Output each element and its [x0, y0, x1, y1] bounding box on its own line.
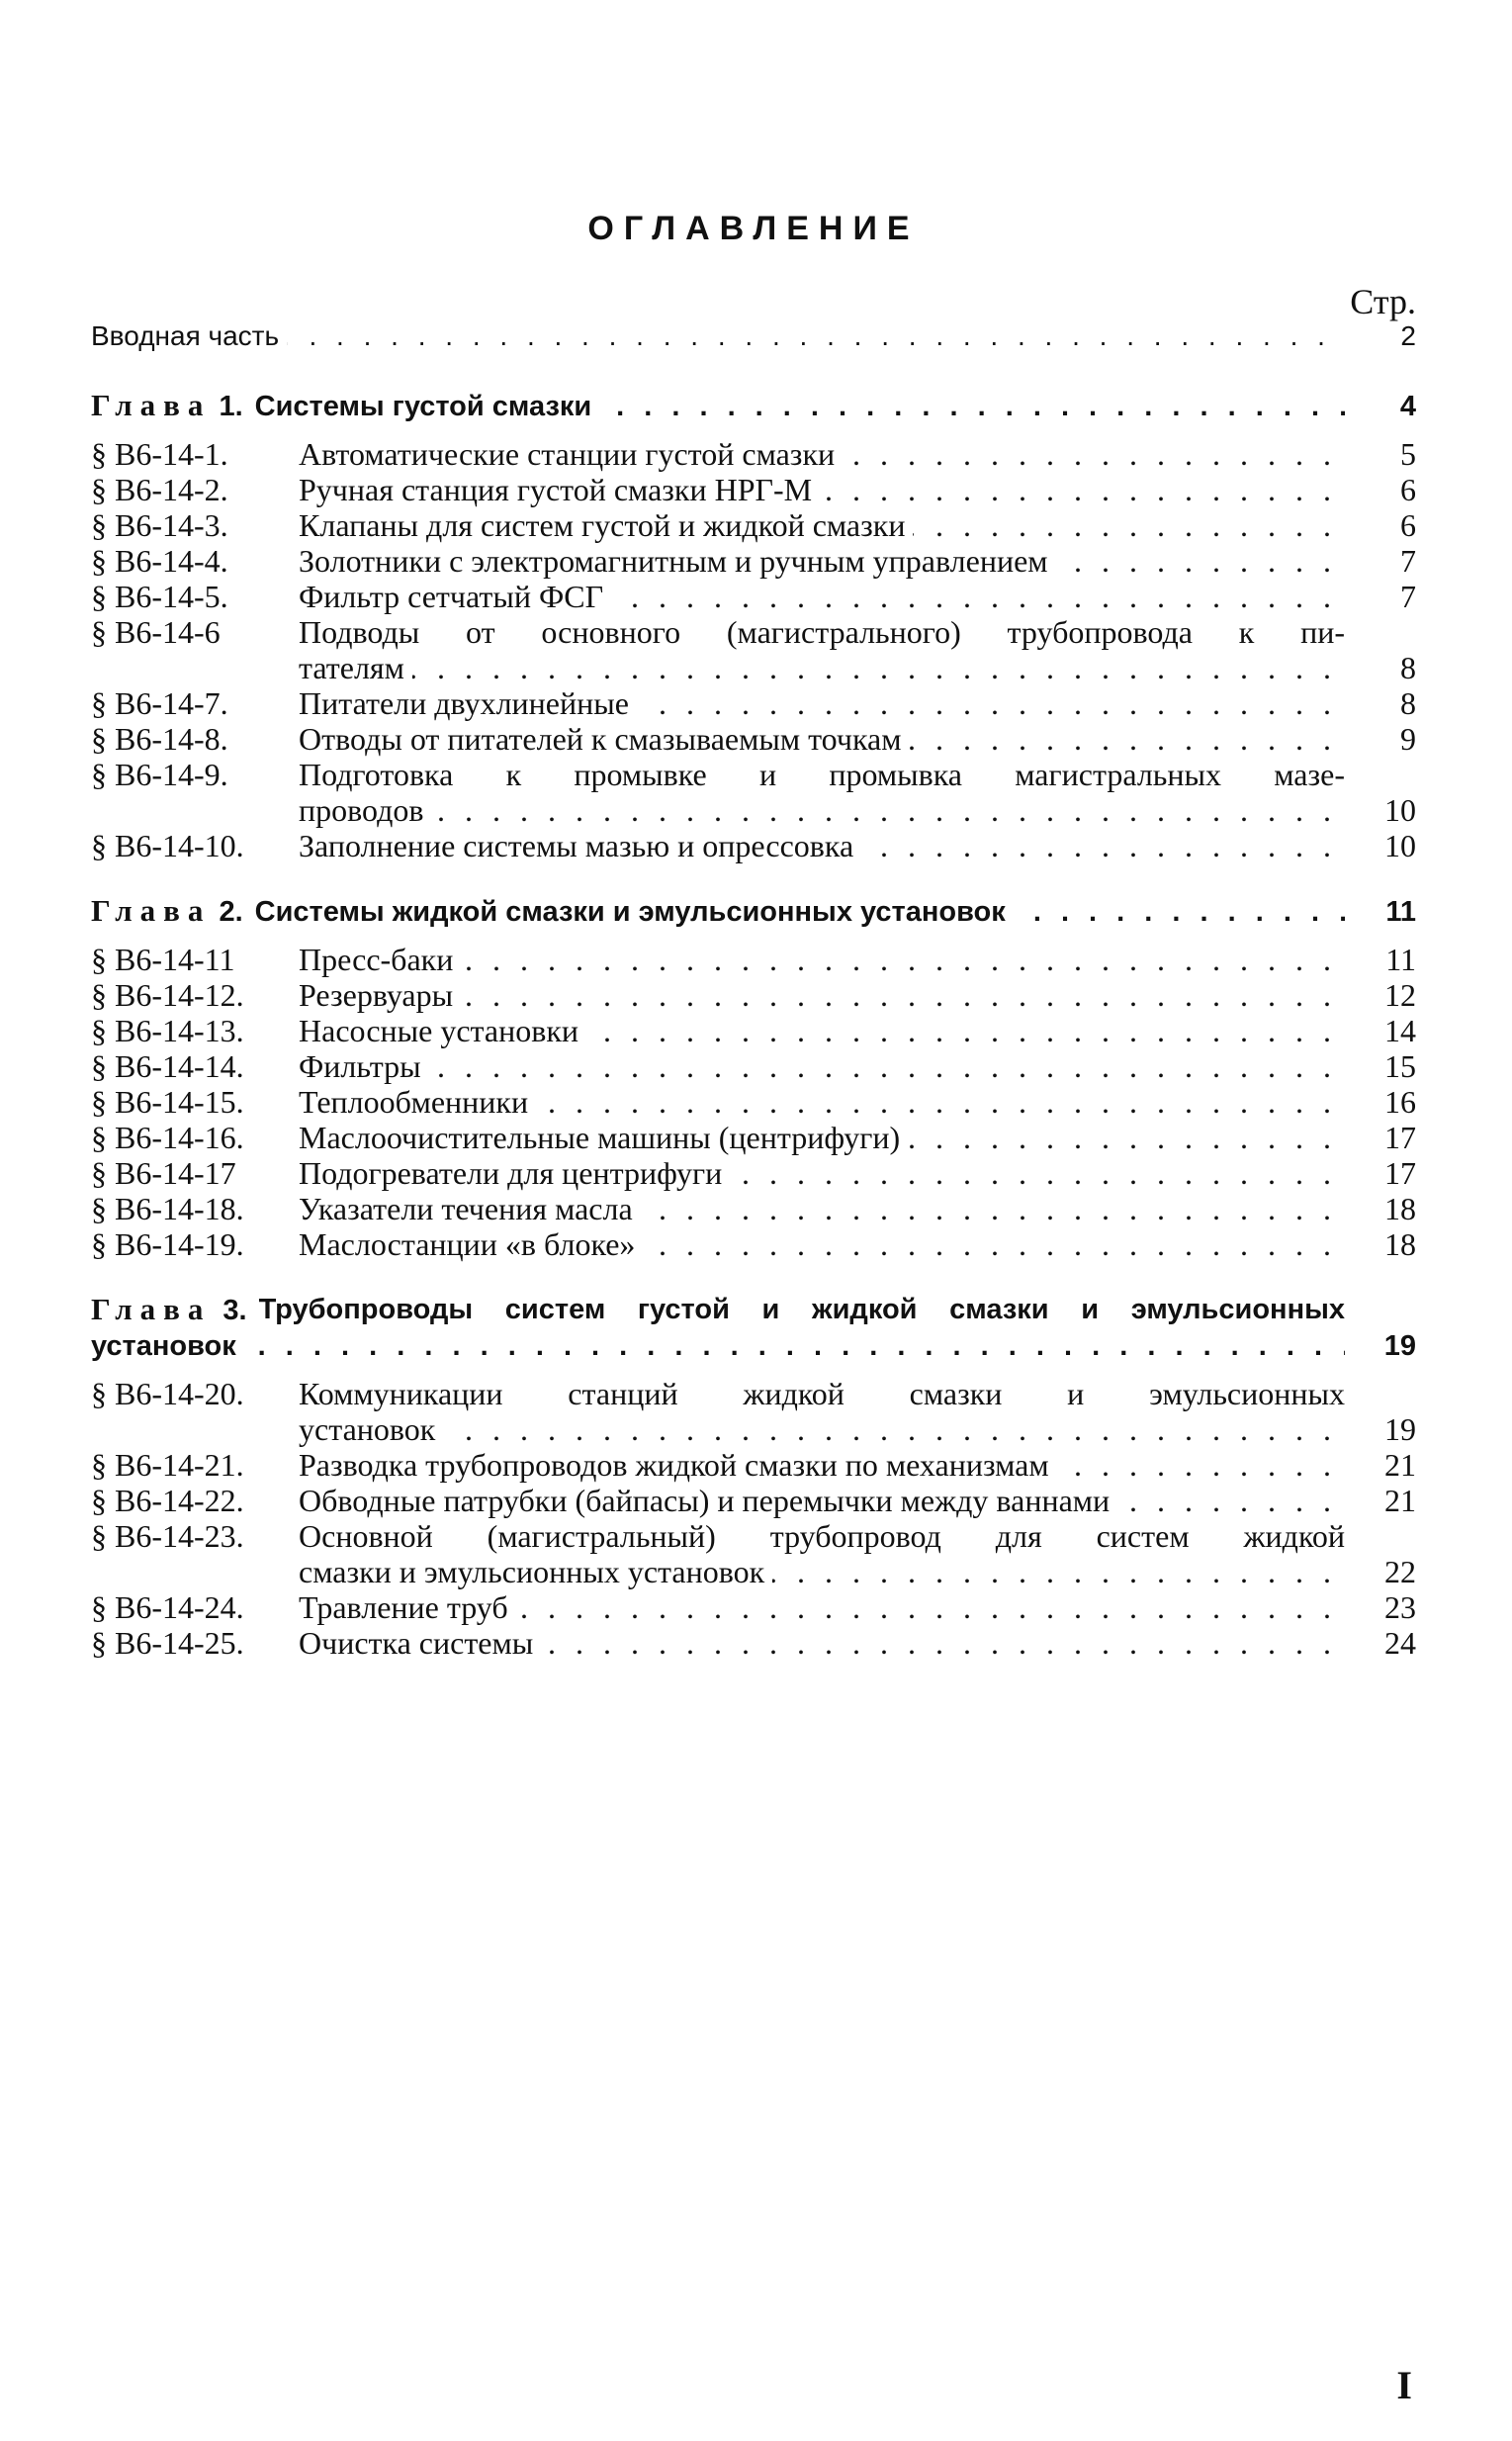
section-number: § В6-14-23. — [91, 1518, 244, 1554]
chapter-number: 2. — [219, 896, 243, 928]
entry-title: Маслоочистительные машины (центрифуги) — [299, 1120, 908, 1155]
entry-page: 8 — [1400, 650, 1416, 685]
entry-page: 19 — [1383, 1330, 1416, 1362]
chapter-title-line: Трубопроводы систем густой и жидкой смазки и эмульсионных — [258, 1294, 1345, 1325]
entry-title: Теплообменники — [299, 1084, 536, 1120]
page-column-label: Стр. — [1350, 282, 1416, 321]
section-number: § В6-14-5. — [91, 579, 228, 614]
entry-title: Пресс-баки — [299, 942, 461, 977]
entry-title: Ручная станция густой смазки НРГ-М — [299, 472, 820, 507]
entry-title: Автоматические станции густой смазки — [299, 436, 843, 472]
toc-entry[interactable] — [91, 1447, 1416, 1483]
chapter-title: Системы жидкой смазки и эмульсионных установок — [255, 896, 1014, 928]
toc-entry[interactable] — [91, 1120, 1416, 1155]
toc-entry-intro[interactable] — [91, 318, 1416, 354]
entry-title-line: тателям — [299, 650, 412, 685]
chapter-title-line: установок — [91, 1330, 244, 1362]
entry-page: 5 — [1400, 436, 1416, 472]
page-folio: I — [1396, 2363, 1412, 2407]
section-number: § В6-14-11 — [91, 942, 235, 977]
section-number: § В6-14-2. — [91, 472, 228, 507]
entry-title-line: проводов — [299, 792, 431, 828]
entry-page: 22 — [1384, 1554, 1416, 1589]
entry-page: 10 — [1384, 792, 1416, 828]
entry-page: 10 — [1384, 828, 1416, 863]
toc-entry[interactable] — [91, 942, 1416, 977]
toc-entry[interactable] — [91, 1191, 1416, 1226]
toc-entry[interactable] — [91, 828, 1416, 863]
entry-title-line: Подводы от основного (магистрального) трубопровода к пи- — [299, 614, 1345, 650]
toc-entry[interactable] — [91, 1155, 1416, 1191]
toc-entry[interactable] — [91, 977, 1416, 1013]
entry-page: 14 — [1384, 1013, 1416, 1048]
toc-entry[interactable] — [91, 1589, 1416, 1625]
entry-title: Вводная часть — [91, 320, 287, 351]
section-number: § В6-14-20. — [91, 1376, 244, 1411]
toc-entry[interactable] — [91, 685, 1416, 721]
entry-page: 6 — [1400, 472, 1416, 507]
toc-entry[interactable] — [91, 543, 1416, 579]
section-number: § В6-14-17 — [91, 1155, 236, 1191]
toc-entry[interactable] — [91, 757, 1416, 828]
entry-page: 17 — [1384, 1155, 1416, 1191]
section-number: § В6-14-15. — [91, 1084, 244, 1120]
entry-title: Фильтры — [299, 1048, 429, 1084]
entry-page: 15 — [1384, 1048, 1416, 1084]
chapter-word: Глава — [91, 893, 212, 928]
chapter-word: Глава — [91, 1292, 212, 1326]
entry-page: 11 — [1385, 942, 1416, 977]
entry-title: Очистка системы — [299, 1625, 541, 1661]
entry-title-line: смазки и эмульсионных установок — [299, 1554, 772, 1589]
entry-title-line: Подготовка к промывке и промывка магистральных мазе- — [299, 757, 1345, 792]
section-number: § В6-14-3. — [91, 507, 228, 543]
entry-title-line: установок — [299, 1411, 443, 1447]
section-number: § В6-14-21. — [91, 1447, 244, 1483]
toc-entry[interactable] — [91, 614, 1416, 685]
entry-page: 12 — [1384, 977, 1416, 1013]
entry-title: Заполнение системы мазью и опрессовка — [299, 828, 861, 863]
toc-entry[interactable] — [91, 1625, 1416, 1661]
section-number: § В6-14-8. — [91, 721, 228, 757]
entry-title: Фильтр сетчатый ФСГ — [299, 579, 611, 614]
entry-page: 11 — [1385, 896, 1416, 928]
section-number: § В6-14-14. — [91, 1048, 244, 1084]
section-number: § В6-14-6 — [91, 614, 221, 650]
entry-page: 16 — [1384, 1084, 1416, 1120]
entry-title: Указатели течения масла — [299, 1191, 641, 1226]
entry-title-line: Основной (магистральный) трубопровод для систем жидкой — [299, 1518, 1345, 1554]
toc-entry[interactable] — [91, 436, 1416, 472]
entry-page: 6 — [1400, 507, 1416, 543]
toc-entry[interactable] — [91, 1013, 1416, 1048]
entry-page: 7 — [1400, 579, 1416, 614]
entry-page: 21 — [1384, 1447, 1416, 1483]
entry-page: 7 — [1400, 543, 1416, 579]
toc-entry[interactable] — [91, 1048, 1416, 1084]
section-number: § В6-14-18. — [91, 1191, 244, 1226]
entry-page: 21 — [1384, 1483, 1416, 1518]
chapter-number: 3. — [222, 1295, 247, 1326]
section-number: § В6-14-25. — [91, 1625, 244, 1661]
page-title: ОГЛАВЛЕНИЕ — [587, 210, 920, 247]
section-number: § В6-14-22. — [91, 1483, 244, 1518]
toc-entry[interactable] — [91, 1376, 1416, 1447]
toc-chapter-1[interactable] — [91, 388, 1416, 424]
section-number: § В6-14-4. — [91, 543, 228, 579]
chapter-title: Системы густой смазки — [255, 391, 600, 422]
entry-page: 19 — [1384, 1411, 1416, 1447]
entry-title: Золотники с электромагнитным и ручным управлением — [299, 543, 1056, 579]
entry-title-line: Коммуникации станций жидкой смазки и эмульсионных — [299, 1376, 1345, 1411]
entry-title: Отводы от питателей к смазываемым точкам — [299, 721, 909, 757]
toc-entry[interactable] — [91, 507, 1416, 543]
toc-entry[interactable] — [91, 472, 1416, 507]
section-number: § В6-14-12. — [91, 977, 244, 1013]
toc-chapter-2[interactable] — [91, 893, 1416, 930]
section-number: § В6-14-24. — [91, 1589, 244, 1625]
entry-page: 23 — [1384, 1589, 1416, 1625]
entry-title: Обводные патрубки (байпасы) и перемычки между ваннами — [299, 1483, 1117, 1518]
section-number: § В6-14-9. — [91, 757, 228, 792]
entry-title: Травление труб — [299, 1589, 516, 1625]
toc-entry[interactable] — [91, 579, 1416, 614]
entry-title: Насосные установки — [299, 1013, 586, 1048]
toc-entry[interactable] — [91, 1226, 1416, 1262]
entry-title: Клапаны для систем густой и жидкой смазки — [299, 507, 913, 543]
entry-title: Подогреватели для центрифуги — [299, 1155, 730, 1191]
section-number: § В6-14-10. — [91, 828, 244, 863]
entry-page: 24 — [1384, 1625, 1416, 1661]
entry-page: 18 — [1384, 1191, 1416, 1226]
section-number: § В6-14-7. — [91, 685, 228, 721]
toc-page — [91, 0, 1416, 2441]
entry-page: 9 — [1400, 721, 1416, 757]
entry-page: 8 — [1400, 685, 1416, 721]
entry-title: Питатели двухлинейные — [299, 685, 637, 721]
toc-entry[interactable] — [91, 721, 1416, 757]
entry-page: 2 — [1400, 320, 1416, 351]
entry-title: Разводка трубопроводов жидкой смазки по механизмам — [299, 1447, 1057, 1483]
entry-page: 4 — [1399, 391, 1416, 422]
toc-entry[interactable] — [91, 1084, 1416, 1120]
entry-page: 18 — [1384, 1226, 1416, 1262]
section-number: § В6-14-19. — [91, 1226, 244, 1262]
section-number: § В6-14-16. — [91, 1120, 244, 1155]
table-of-contents — [91, 318, 1416, 1661]
section-number: § В6-14-1. — [91, 436, 228, 472]
chapter-number: 1. — [219, 391, 243, 422]
toc-entry[interactable] — [91, 1483, 1416, 1518]
entry-title: Резервуары — [299, 977, 461, 1013]
entry-page: 17 — [1384, 1120, 1416, 1155]
toc-chapter-3[interactable] — [91, 1292, 1416, 1364]
chapter-word: Глава — [91, 388, 212, 422]
toc-entry[interactable] — [91, 1518, 1416, 1589]
entry-title: Маслостанции «в блоке» — [299, 1226, 643, 1262]
section-number: § В6-14-13. — [91, 1013, 244, 1048]
